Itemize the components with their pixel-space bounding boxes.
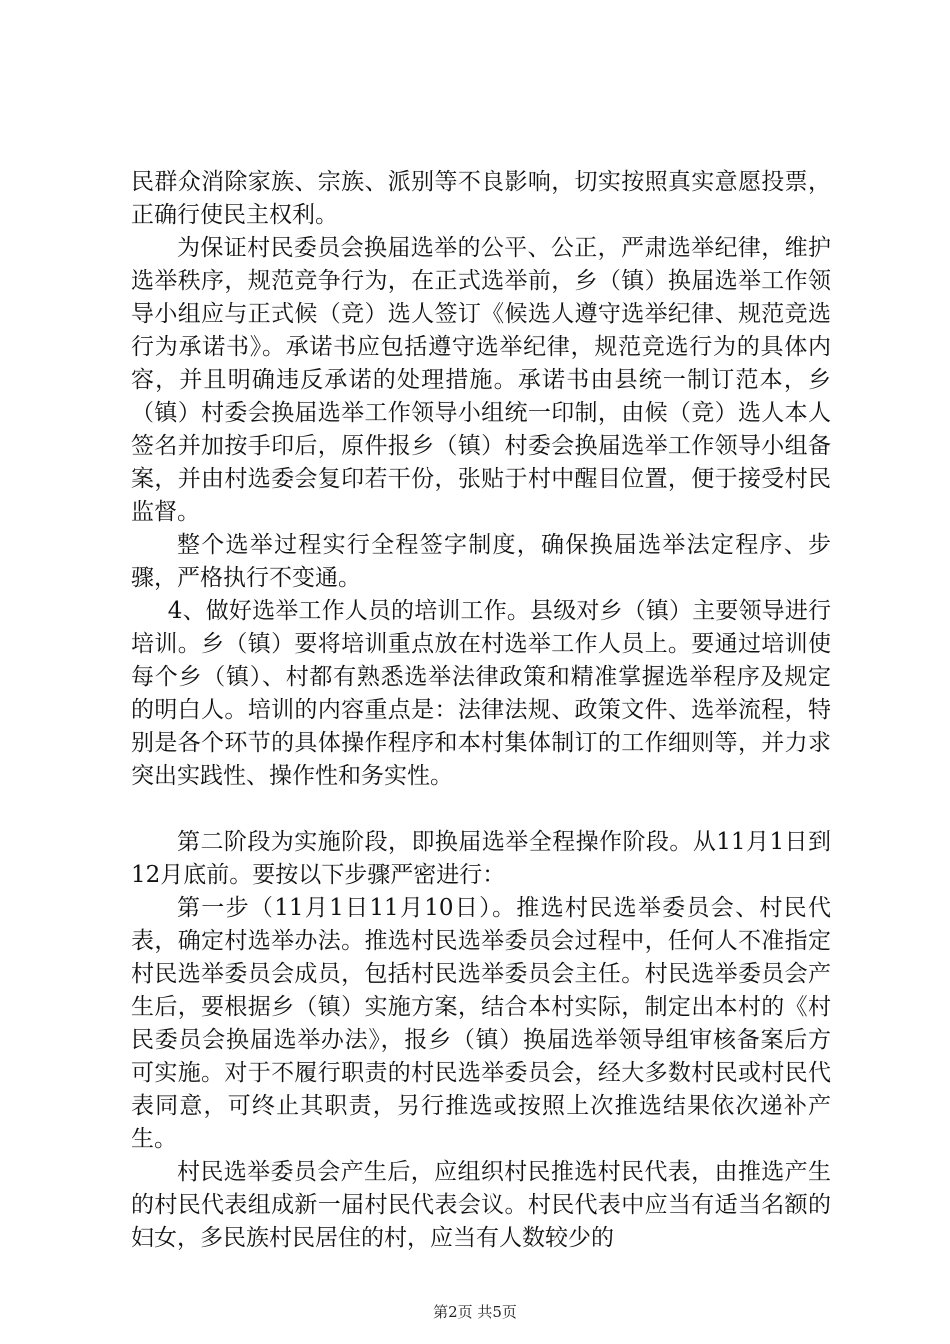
paragraph-training: 4、做好选举工作人员的培训工作。县级对乡（镇）主要领导进行培训。乡（镇）要将培训重点放在村选举工作人员上。要通过培训使每个乡（镇）、村都有熟悉选举法律政策和精准掌握选举程序及规定的明白人。培训的内容重点是：法律法规、政策文件、选举流程，特别是各个环节的具体操作程序和本村集体制订的工作细则等，并力求突出实践性、操作性和务实性。	[131, 598, 831, 789]
paragraph-gap	[131, 793, 831, 826]
page-number-footer: 第2页 共5页	[433, 1303, 517, 1321]
paragraph-village-representatives: 村民选举委员会产生后，应组织村民推选村民代表，由推选产生的村民代表组成新一届村民代表会议。村民代表中应当有适当名额的妇女，多民族村民居住的村，应当有人数较少的	[131, 1159, 831, 1251]
paragraph-election-discipline: 为保证村民委员会换届选举的公平、公正，严肃选举纪律，维护选举秩序，规范竞争行为，在正式选举前，乡（镇）换届选举工作领导小组应与正式候（竞）选人签订《候选人遵守选举纪律、规范竞选行为承诺书》。承诺书应包括遵守选举纪律，规范竞选行为的具体内容，并且明确违反承诺的处理措施。承诺书由县统一制订范本，乡（镇）村委会换届选举工作领导小组统一印制，由候（竞）选人本人签名并加按手印后，原件报乡（镇）村委会换届选举工作领导小组备案，并由村选委会复印若干份，张贴于村中醒目位置，便于接受村民监督。	[131, 235, 831, 525]
paragraph-phase-two: 第二阶段为实施阶段，即换届选举全程操作阶段。从11月1日到12月底前。要按以下步骤严密进行：	[131, 829, 831, 888]
document-body	[131, 166, 831, 1255]
paragraph-signature-system: 整个选举过程实行全程签字制度，确保换届选举法定程序、步骤，严格执行不变通。	[131, 532, 831, 591]
paragraph-step-one: 第一步（11月1日11月10日）。推选村民选举委员会、村民代表，确定村选举办法。推选村民选举委员会过程中，任何人不准指定村民选举委员会成员，包括村民选举委员会主任。村民选举委员会产生后，要根据乡（镇）实施方案，结合本村实际，制定出本村的《村民委员会换届选举办法》，报乡（镇）换届选举领导组审核备案后方可实施。对于不履行职责的村民选举委员会，经大多数村民或村民代表同意，可终止其职责，另行推选或按照上次推选结果依次递补产生。	[131, 895, 831, 1152]
paragraph-continuation: 民群众消除家族、宗族、派别等不良影响，切实按照真实意愿投票，正确行使民主权利。	[131, 169, 831, 228]
